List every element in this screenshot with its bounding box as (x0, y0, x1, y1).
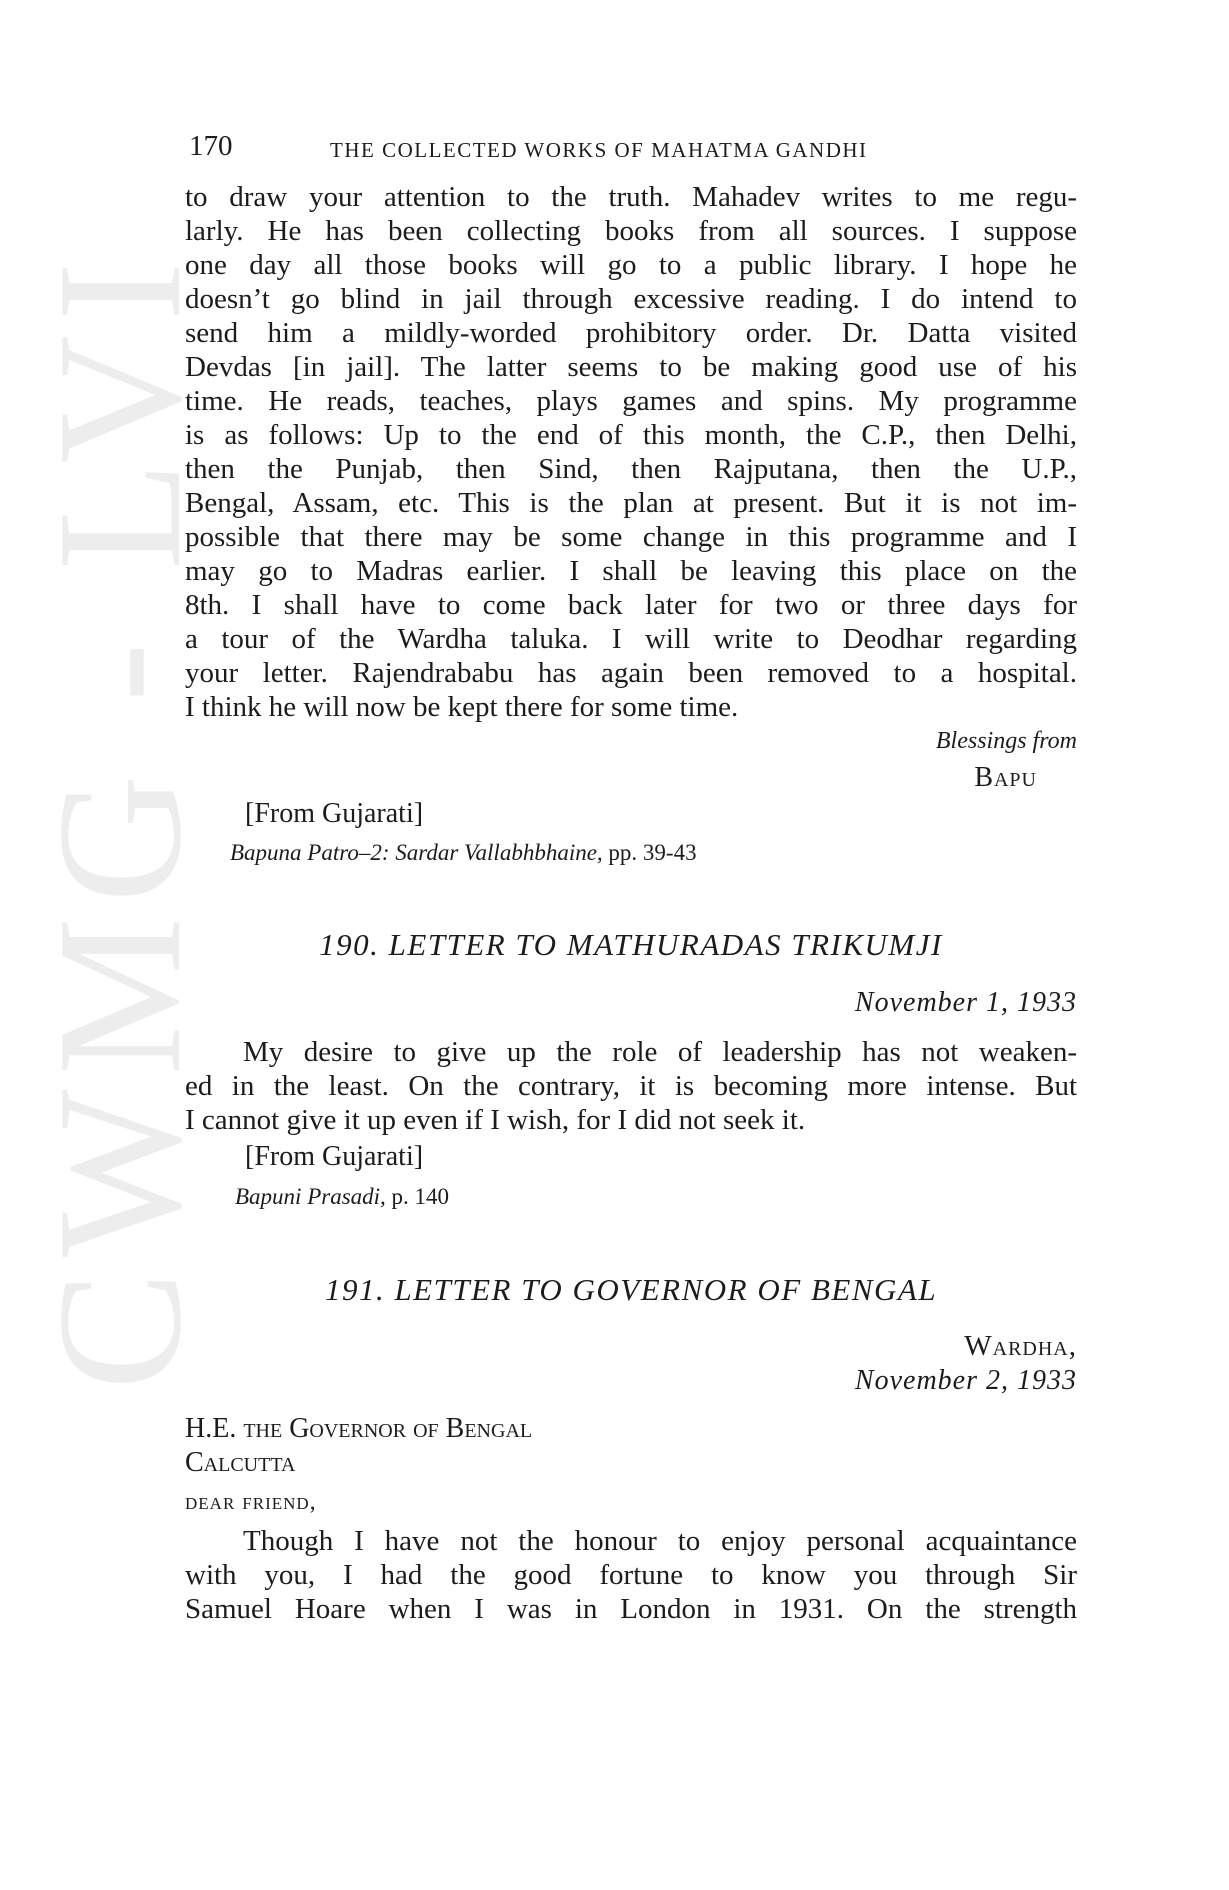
source-citation (230, 840, 697, 866)
body-line: Devdas [in jail]. The latter seems to be making good use of his (185, 351, 1077, 383)
letter-191-body (185, 1524, 1077, 1626)
body-line: one day all those books will go to a public library. I hope he (185, 249, 1077, 281)
body-line: with you, I had the good fortune to know you through Sir (185, 1559, 1077, 1591)
salutation: dear friend, (185, 1489, 317, 1515)
source-pages: p. 140 (385, 1184, 450, 1209)
addressee-line-2: Calcutta (185, 1447, 296, 1478)
running-head: THE COLLECTED WORKS OF MAHATMA GANDHI (330, 138, 868, 162)
body-line: send him a mildly-worded prohibitory order. Dr. Datta visited (185, 317, 1077, 349)
letter-191-place: Wardha, (964, 1330, 1077, 1362)
body-line: may go to Madras earlier. I shall be leaving this place on the (185, 555, 1077, 587)
letter-190-title: 190. LETTER TO MATHURADAS TRIKUMJI (319, 927, 943, 962)
letter-1-body (185, 180, 1077, 724)
letter-191-title: 191. LETTER TO GOVERNOR OF BENGAL (324, 1272, 938, 1307)
letter-190-date: November 1, 1933 (854, 987, 1077, 1018)
body-line: doesn’t go blind in jail through excessive reading. I do intend to (185, 283, 1077, 315)
body-line: 8th. I shall have to come back later for two or three days for (185, 589, 1077, 621)
body-line: is as follows: Up to the end of this month, the C.P., then Delhi, (185, 419, 1077, 451)
addressee-line-1: H.E. the Governor of Bengal (185, 1413, 533, 1444)
body-line: a tour of the Wardha taluka. I will write to Deodhar regarding (185, 623, 1077, 655)
source-citation (235, 1184, 449, 1210)
body-line: My desire to give up the role of leadership has not weaken- (243, 1036, 1077, 1068)
body-line: I cannot give it up even if I wish, for I did not seek it. (185, 1104, 806, 1136)
source-pages: pp. 39-43 (602, 840, 697, 865)
source-language: [From Gujarati] (245, 798, 424, 829)
body-line: to draw your attention to the truth. Mahadev writes to me regu- (185, 181, 1077, 213)
body-line: then the Punjab, then Sind, then Rajputana, then the U.P., (185, 453, 1077, 485)
source-title: Bapuni Prasadi, (235, 1184, 386, 1209)
letter-190-body (185, 1035, 1077, 1137)
page-header (185, 130, 1077, 170)
body-line: Bengal, Assam, etc. This is the plan at present. But it is not im- (185, 487, 1077, 519)
body-line: Samuel Hoare when I was in London in 1931. On the strength (185, 1593, 1077, 1625)
body-line: Though I have not the honour to enjoy personal acquaintance (243, 1525, 1077, 1557)
body-line: larly. He has been collecting books from all sources. I suppose (185, 215, 1077, 247)
body-line: your letter. Rajendrababu has again been removed to a hospital. (185, 657, 1077, 689)
body-line: I think he will now be kept there for some time. (185, 691, 739, 723)
page-number: 170 (189, 130, 233, 162)
source-language: [From Gujarati] (245, 1141, 424, 1172)
signature: Bapu (974, 762, 1037, 793)
body-line: ed in the least. On the contrary, it is becoming more intense. But (185, 1070, 1077, 1102)
source-title: Bapuna Patro–2: Sardar Vallabhbhaine, (230, 840, 603, 865)
body-line: possible that there may be some change in this programme and I (185, 521, 1077, 553)
body-line: time. He reads, teaches, plays games and spins. My programme (185, 385, 1077, 417)
watermark: CWMG - LVI (20, 247, 218, 1390)
letter-191-date: November 2, 1933 (854, 1365, 1077, 1396)
closing: Blessings from (935, 728, 1077, 754)
